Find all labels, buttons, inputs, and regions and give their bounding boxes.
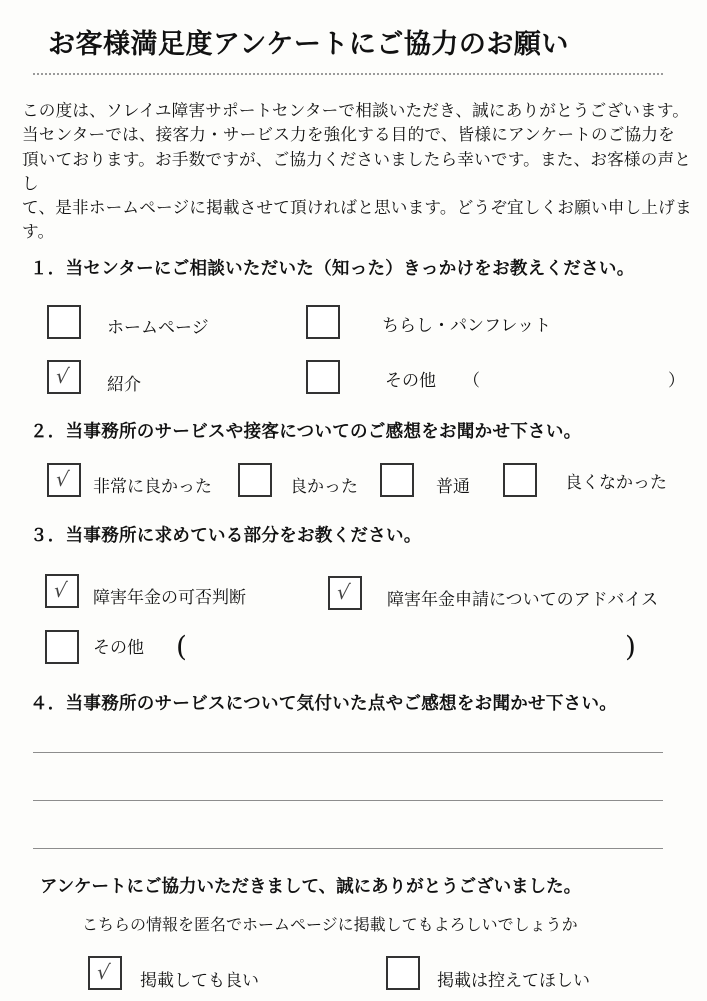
check-mark-icon: √	[54, 364, 71, 388]
option-label-eligibility: 障害年金の可否判断	[93, 588, 246, 608]
option-label-average: 普通	[436, 477, 470, 497]
question-2-title: ２．当事務所のサービスや接客についてのご感想をお聞かせ下さい。	[30, 422, 582, 442]
intro-line: 当センターでは、接客力・サービス力を強化する目的で、皆様にアンケートのご協力を	[22, 125, 675, 145]
check-mark-icon: √	[335, 580, 352, 604]
checkbox-publish-ok[interactable]	[88, 956, 122, 990]
option-label-referral: 紹介	[107, 375, 141, 395]
comment-line[interactable]	[33, 800, 663, 801]
option-label-other-q3: その他	[93, 638, 144, 658]
intro-text	[22, 99, 692, 245]
checkbox-flyer[interactable]	[306, 305, 340, 339]
checkbox-other-q1[interactable]	[306, 360, 340, 394]
option-label-not-good: 良くなかった	[565, 473, 667, 493]
intro-line: て、是非ホームページに掲載させて頂ければと思います。どうぞ宜しくお願い申し上げま	[22, 198, 692, 218]
publish-question: こちらの情報を匿名でホームページに掲載してもよろしいでしょうか	[82, 915, 578, 934]
page-title: お客様満足度アンケートにご協力のお願い	[48, 29, 569, 60]
checkbox-application-advice[interactable]	[328, 576, 362, 610]
check-mark-icon: √	[95, 960, 112, 984]
question-4-title: ４．当事務所のサービスについて気付いた点やご感想をお聞かせ下さい。	[30, 694, 618, 714]
option-label-flyer: ちらし・パンフレット	[382, 316, 552, 336]
other-paren-open: （	[463, 371, 480, 391]
check-mark-icon: √	[54, 467, 71, 491]
other-paren-close: )	[625, 630, 636, 663]
checkbox-average[interactable]	[380, 463, 414, 497]
intro-line: この度は、ソレイユ障害サポートセンターで相談いただき、誠にありがとうございます。	[22, 101, 690, 120]
comment-line[interactable]	[33, 752, 663, 753]
comment-line[interactable]	[33, 848, 663, 849]
intro-line: す。	[22, 222, 55, 242]
option-label-publish-ok: 掲載しても良い	[140, 971, 259, 991]
question-3-title: ３．当事務所に求めている部分をお教ください。	[30, 526, 422, 546]
checkbox-eligibility[interactable]	[45, 574, 79, 608]
checkbox-homepage[interactable]	[47, 305, 81, 339]
other-paren-open: (	[176, 630, 187, 663]
title-divider	[33, 73, 663, 75]
checkbox-very-good[interactable]	[47, 463, 81, 497]
other-paren-close: ）	[668, 371, 685, 391]
checkbox-referral[interactable]	[47, 360, 81, 394]
closing-thanks: アンケートにご協力いただきまして、誠にありがとうございました。	[40, 877, 582, 897]
option-label-publish-no: 掲載は控えてほしい	[437, 971, 590, 991]
checkbox-good[interactable]	[238, 463, 272, 497]
question-1-title: １．当センターにご相談いただいた（知った）きっかけをお教えください。	[30, 259, 635, 279]
checkbox-other-q3[interactable]	[45, 630, 79, 664]
checkbox-not-good[interactable]	[503, 463, 537, 497]
option-label-other-q1: その他	[385, 371, 436, 391]
check-mark-icon: √	[52, 578, 69, 602]
option-label-application-advice: 障害年金申請についてのアドバイス	[387, 590, 659, 610]
option-label-very-good: 非常に良かった	[93, 477, 212, 497]
intro-line: 頂いております。お手数ですが、ご協力くださいましたら幸いです。また、お客様の声とし	[22, 149, 692, 193]
option-label-homepage: ホームページ	[107, 318, 209, 338]
checkbox-publish-no[interactable]	[386, 956, 420, 990]
option-label-good: 良かった	[290, 477, 358, 497]
